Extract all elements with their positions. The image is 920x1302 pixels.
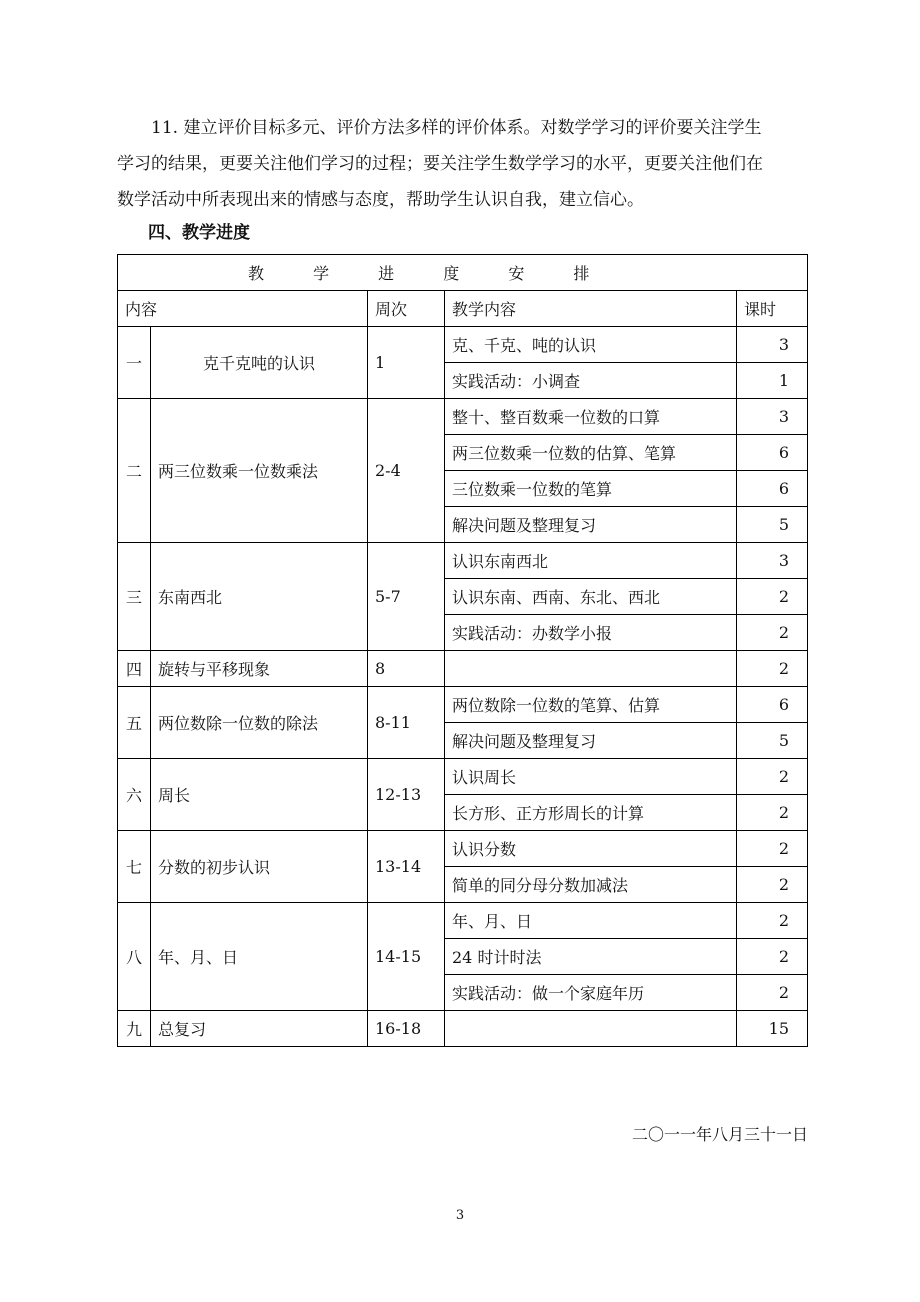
lesson-topic: 年、月、日 [445,903,737,939]
lesson-topic: 实践活动：小调查 [445,363,737,399]
lesson-topic [445,1011,737,1047]
lesson-hours: 3 [737,543,808,579]
lesson-topic: 两三位数乘一位数的估算、笔算 [445,435,737,471]
unit-number: 四 [118,651,151,687]
paragraph-line: 学习的结果，更要关注他们学习的过程；要关注学生数学学习的水平，更要关注他们在 [117,154,763,174]
lesson-topic [445,651,737,687]
lesson-hours: 6 [737,471,808,507]
unit-name: 两位数除一位数的除法 [151,687,368,759]
unit-number: 三 [118,543,151,651]
lesson-hours: 5 [737,507,808,543]
lesson-hours: 2 [737,795,808,831]
header-content: 内容 [118,291,368,327]
unit-number: 五 [118,687,151,759]
lesson-hours: 2 [737,939,808,975]
unit-weeks: 5-7 [368,543,445,651]
section-heading: 四、教学进度 [148,223,250,243]
lesson-hours: 2 [737,615,808,651]
lesson-hours: 6 [737,435,808,471]
evaluation-paragraph [117,110,809,218]
unit-number: 七 [118,831,151,903]
unit-name: 总复习 [151,1011,368,1047]
unit-number: 二 [118,399,151,543]
lesson-hours: 2 [737,867,808,903]
unit-weeks: 2-4 [368,399,445,543]
lesson-topic: 认识周长 [445,759,737,795]
table-header-row [118,291,808,327]
unit-name: 分数的初步认识 [151,831,368,903]
header-week: 周次 [368,291,445,327]
lesson-topic: 认识分数 [445,831,737,867]
lesson-hours: 3 [737,399,808,435]
lesson-hours: 3 [737,327,808,363]
document-date: 二〇一一年八月三十一日 [631,1125,808,1144]
lesson-topic: 认识东南、西南、东北、西北 [445,579,737,615]
lesson-topic: 整十、整百数乘一位数的口算 [445,399,737,435]
unit-name: 东南西北 [151,543,368,651]
unit-number: 九 [118,1011,151,1047]
table-title: 教 学 进 度 安 排 [118,255,808,291]
lesson-hours: 15 [737,1011,808,1047]
unit-name: 年、月、日 [151,903,368,1011]
paragraph-line: 数学活动中所表现出来的情感与态度，帮助学生认识自我，建立信心。 [117,190,644,210]
lesson-topic: 三位数乘一位数的笔算 [445,471,737,507]
lesson-topic: 实践活动：做一个家庭年历 [445,975,737,1011]
teaching-schedule-table [117,254,808,1047]
unit-weeks: 8-11 [368,687,445,759]
lesson-topic: 认识东南西北 [445,543,737,579]
table-row [118,759,808,795]
unit-weeks: 8 [368,651,445,687]
lesson-topic: 克、千克、吨的认识 [445,327,737,363]
lesson-hours: 2 [737,651,808,687]
unit-name: 克千克吨的认识 [151,327,368,399]
lesson-topic: 实践活动：办数学小报 [445,615,737,651]
header-teaching-content: 教学内容 [445,291,737,327]
lesson-topic: 解决问题及整理复习 [445,507,737,543]
lesson-topic: 24 时计时法 [445,939,737,975]
unit-number: 一 [118,327,151,399]
lesson-topic: 简单的同分母分数加减法 [445,867,737,903]
table-row [118,543,808,579]
unit-weeks: 12-13 [368,759,445,831]
lesson-hours: 2 [737,579,808,615]
lesson-topic: 长方形、正方形周长的计算 [445,795,737,831]
lesson-hours: 1 [737,363,808,399]
unit-name: 两三位数乘一位数乘法 [151,399,368,543]
lesson-hours: 2 [737,759,808,795]
unit-number: 六 [118,759,151,831]
table-title-row [118,255,808,291]
lesson-topic: 解决问题及整理复习 [445,723,737,759]
header-hours: 课时 [737,291,808,327]
unit-weeks: 14-15 [368,903,445,1011]
table-row [118,399,808,435]
lesson-hours: 2 [737,903,808,939]
paragraph-line: 11. 建立评价目标多元、评价方法多样的评价体系。对数学学习的评价要关注学生 [151,118,762,138]
lesson-topic: 两位数除一位数的笔算、估算 [445,687,737,723]
unit-name: 周长 [151,759,368,831]
lesson-hours: 6 [737,687,808,723]
unit-weeks: 1 [368,327,445,399]
lesson-hours: 2 [737,975,808,1011]
unit-weeks: 16-18 [368,1011,445,1047]
table-row [118,831,808,867]
unit-weeks: 13-14 [368,831,445,903]
table-row [118,687,808,723]
table-row [118,651,808,687]
table-row [118,327,808,363]
lesson-hours: 5 [737,723,808,759]
page-number: 3 [455,1208,465,1223]
lesson-hours: 2 [737,831,808,867]
unit-number: 八 [118,903,151,1011]
table-row [118,903,808,939]
unit-name: 旋转与平移现象 [151,651,368,687]
table-row [118,1011,808,1047]
